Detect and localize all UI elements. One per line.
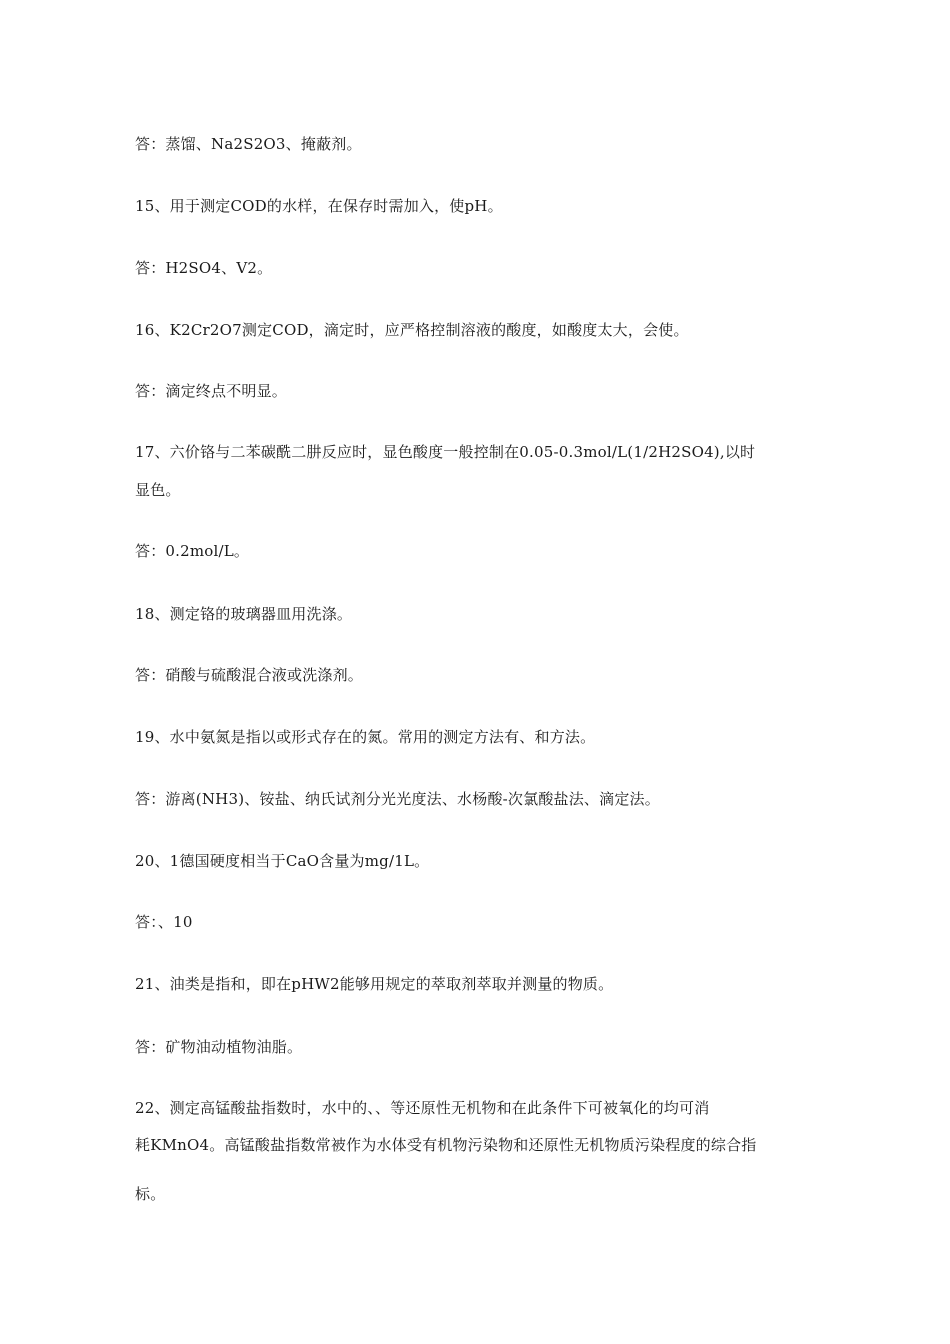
- question-17-line-2: 显色。: [135, 481, 181, 499]
- question-22-line-2: 耗KMnO4。高锰酸盐指数常被作为水体受有机物污染物和还原性无机物质污染程度的综合指: [135, 1136, 757, 1154]
- question-15: 15、用于测定COD的水样，在保存时需加入，使pH。: [135, 197, 503, 215]
- answer-21: 答：矿物油动植物油脂。: [135, 1038, 303, 1056]
- question-22-line-1: 22、测定高锰酸盐指数时，水中的、、等还原性无机物和在此条件下可被氧化的均可消: [135, 1099, 710, 1117]
- answer-16: 答：滴定终点不明显。: [135, 382, 288, 400]
- answer-18: 答：硝酸与硫酸混合液或洗涤剂。: [135, 666, 364, 684]
- answer-15: 答：H2SO4、V2。: [135, 259, 273, 277]
- answer-19: 答：游离(NH3)、铵盐、纳氏试剂分光光度法、水杨酸-次氯酸盐法、滴定法。: [135, 790, 660, 808]
- question-18: 18、测定铬的玻璃器皿用洗涤。: [135, 605, 353, 623]
- question-17-line-1: 17、六价铬与二苯碳酰二肼反应时，显色酸度一般控制在0.05-0.3mol/L(1/2H2SO4),以时: [135, 443, 756, 461]
- question-19: 19、水中氨氮是指以或形式存在的氮。常用的测定方法有、和方法。: [135, 728, 596, 746]
- question-20: 20、1德国硬度相当于CaO含量为mg/1L。: [135, 852, 430, 870]
- answer-14: 答：蒸馏、Na2S2O3、掩蔽剂。: [135, 135, 362, 153]
- answer-17: 答：0.2mol/L。: [135, 542, 250, 560]
- answer-20: 答：、10: [135, 913, 193, 931]
- question-16: 16、K2Cr2O7测定COD，滴定时，应严格控制溶液的酸度，如酸度太大，会使。: [135, 321, 689, 339]
- question-21: 21、油类是指和，即在pHW2能够用规定的萃取剂萃取并测量的物质。: [135, 975, 614, 993]
- question-22-line-3: 标。: [135, 1185, 166, 1203]
